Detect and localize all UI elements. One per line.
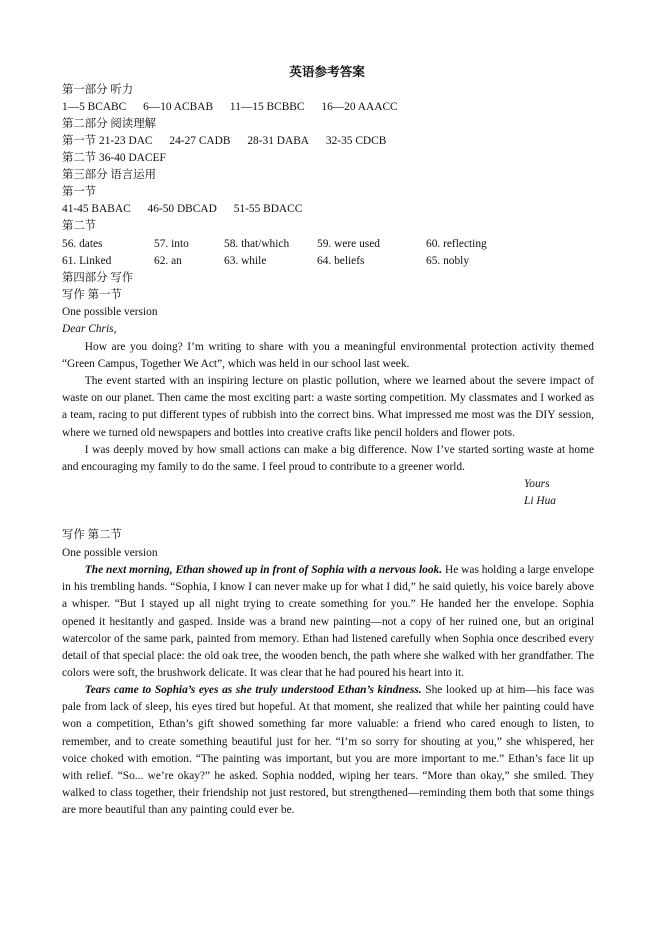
answer-group: 16—20 AAACC (321, 101, 398, 113)
part3-heading: 第三部分 语言运用 (62, 169, 156, 181)
answer-cell: 62. an (154, 255, 182, 268)
answer-group: 41-45 BABAC (62, 203, 131, 215)
answer-group: 24-27 CADB (169, 135, 231, 147)
part2-section1-answers (62, 133, 386, 150)
letter-closing: Yours (524, 478, 550, 490)
story-paragraph (62, 682, 594, 820)
part1-answers (62, 99, 398, 116)
answer-group: 11—15 BCBBC (229, 101, 305, 113)
cloze-answer-grid (62, 236, 542, 270)
answer-group: 21-23 DAC (99, 135, 153, 147)
letter-paragraph: I was deeply moved by how small actions can make a big difference. Now I’ve started sorting waste at home and encouraging my family to do the same. I feel proud to contribute to a greener world. (62, 444, 594, 474)
letter-signature: Li Hua (524, 495, 556, 507)
section-label: 第一节 (62, 135, 97, 147)
writing2-label: 写作 第二节 (62, 529, 122, 541)
writing1-version: One possible version (62, 306, 158, 318)
story-body: He was holding a large envelope in his trembling hands. “Sophia, I know I can never make up for what I did,” he said quietly, his voice barely above a whisper. “But I stayed up all night trying to create something for you.” He handed her the envelope. Sophia opened it hesitantly and gasped. Inside was a brand new painting—not a copy of her ruined one, but an original watercolor of the same park, painted from memory. Ethan had listened carefully when Sophia once described every detail of that special place: the old oak tree, the wooden bench, the path where she walked with her grandfather. The colors were soft, the brushwork delicate. It was clear that he had poured his heart into it. (62, 564, 594, 680)
answer-group: 32-35 CDCB (325, 135, 387, 147)
letter-paragraph: How are you doing? I’m writing to share with you a meaningful environmental protection activity themed “Green Campus, Together We Act”, which was held in our school last week. (62, 341, 594, 371)
story-body: She looked up at him—his face was pale from lack of sleep, his eyes tired but hopeful. At that moment, she realized that while her painting could have won a competition, Ethan’s gift showed something far more valuable: a friend who cared enough to listen, to remember, and to create something beautiful just for her. “I’m so sorry for shouting at you,” she whispered, her voice choked with emotion. “The painting was important, but you are more important to me.” Ethan’s face lit up with relief. “So... we’re okay?” he asked. Sophia nodded, wiping her tears. “More than okay,” she smiled. They walked to class together, their friendship not just restored, but strengthened—reminding them both that some things are more beautiful than any painting could ever be. (62, 684, 594, 817)
part3-section1-answers (62, 201, 302, 218)
letter-paragraph: The event started with an inspiring lecture on plastic pollution, where we learned about the severe impact of waste on our planet. Then came the most exciting part: a waste sorting competition. My classmates and I worked as a team, racing to put different types of rubbish into the correct bins. What impressed me most was the DIY session, where we turned old newspapers and bottles into creative crafts like pencil holders and flower pots. (62, 375, 594, 439)
part2-heading: 第二部分 阅读理解 (62, 118, 156, 130)
answer-cell: 58. that/which (224, 238, 290, 250)
answer-group: 6—10 ACBAB (143, 101, 214, 113)
part2-section2-line: 第二节 36-40 DACEF (62, 152, 166, 164)
answer-cell: 64. beliefs (317, 255, 365, 268)
story-lead-sentence: Tears came to Sophia’s eyes as she truly understood Ethan’s kindness. (84, 684, 422, 696)
answer-group: 28-31 DABA (247, 135, 310, 147)
part4-heading: 第四部分 写作 (62, 272, 134, 284)
answer-group: 1—5 BCABC (62, 101, 127, 113)
answer-group: 46-50 DBCAD (147, 203, 217, 215)
story-lead-sentence: The next morning, Ethan showed up in front of Sophia with a nervous look. (84, 564, 443, 576)
answer-cell: 59. were used (317, 238, 380, 250)
letter-salutation: Dear Chris, (62, 323, 117, 335)
part1-heading: 第一部分 听力 (62, 84, 134, 96)
writing1-label: 写作 第一节 (62, 289, 122, 301)
answer-cell: 61. Linked (62, 255, 112, 268)
document-title: 英语参考答案 (289, 65, 365, 79)
answer-row (62, 236, 542, 253)
answer-cell: 60. reflecting (426, 238, 487, 250)
story-paragraph (62, 562, 594, 682)
answer-cell: 57. into (154, 238, 189, 250)
answer-cell: 65. nobly (426, 255, 470, 268)
writing2-version: One possible version (62, 547, 158, 559)
answer-cell: 56. dates (62, 238, 103, 250)
answer-group: 51-55 BDACC (233, 203, 303, 215)
part3-section1-label: 第一节 (62, 186, 97, 198)
answer-cell: 63. while (224, 255, 267, 268)
part3-section2-label: 第二节 (62, 220, 97, 232)
answer-row (62, 253, 542, 270)
